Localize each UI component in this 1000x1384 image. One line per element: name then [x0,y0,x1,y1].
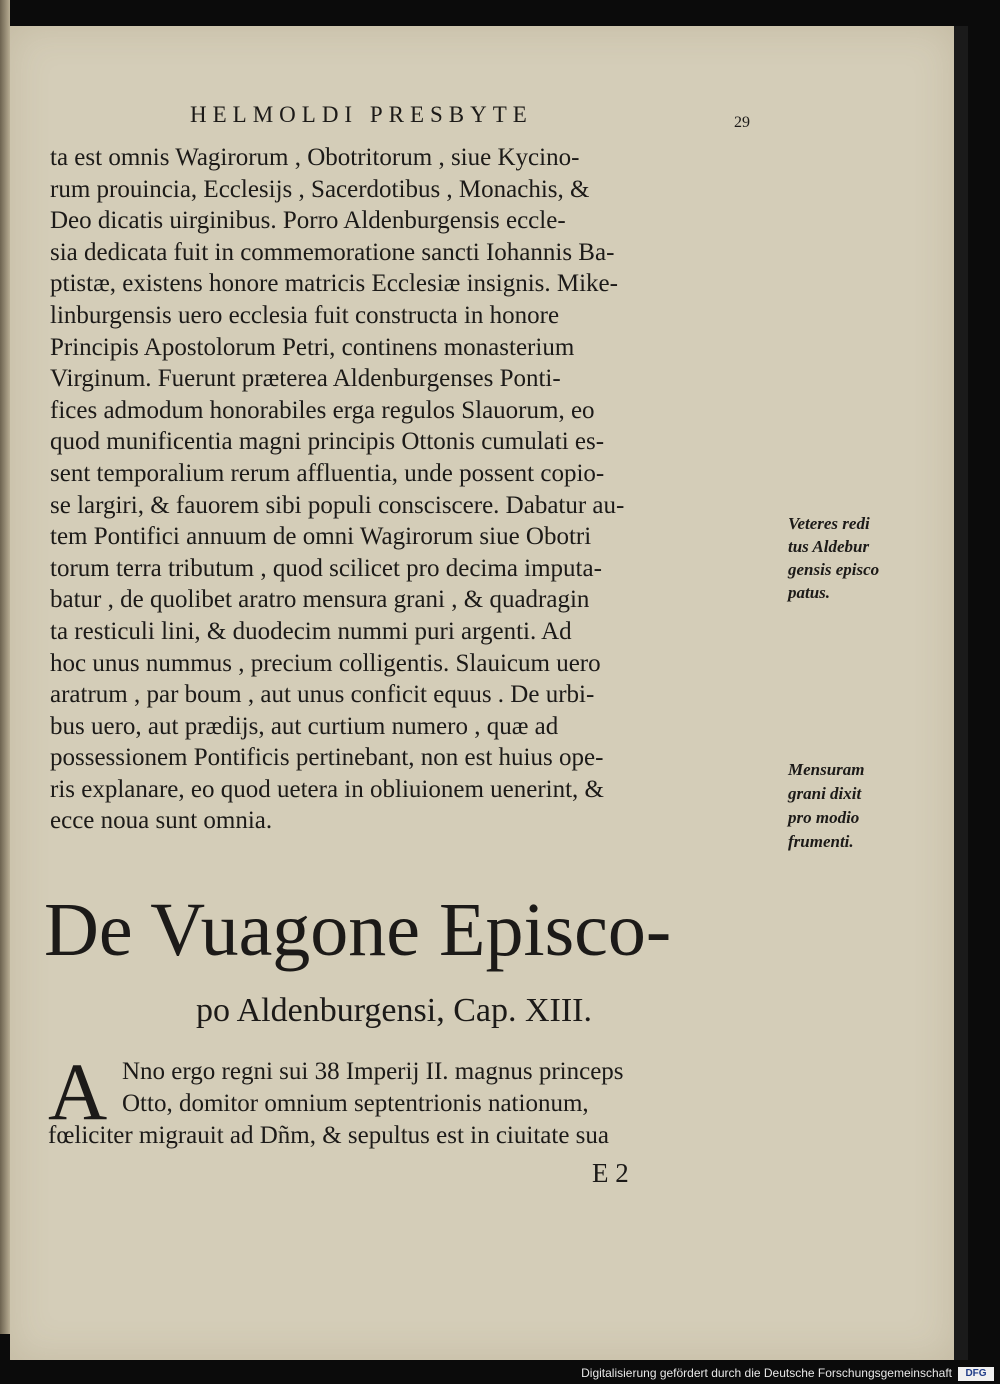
text-line: se largiri, & fauorem sibi populi consciscere. Dabatur au- [50,491,625,519]
margin-note-line: patus. [788,583,831,602]
text-line: Virginum. Fuerunt præterea Aldenburgenses Ponti- [50,365,561,393]
text-line: hoc unus nummus , precium colligentis. Slauicum uero [50,649,601,677]
text-line: Nno ergo regni sui 38 Imperij II. magnus princeps [122,1058,624,1085]
text-line: ta resticuli lini, & duodecim nummi puri argenti. Ad [50,617,572,645]
dfg-logo: DFG [958,1367,994,1381]
scan-border [954,26,968,1360]
text-line: linburgensis uero ecclesia fuit constructa in honore [50,301,560,329]
chapter-subtitle: po Aldenburgensi, Cap. XIII. [196,992,592,1029]
text-line: Deo dicatis uirginibus. Porro Aldenburgensis eccle- [50,207,566,235]
text-line: ecce noua sunt omnia. [50,807,273,835]
text-line: ptistæ, existens honore matricis Ecclesiæ insignis. Mike- [50,270,618,298]
text-line: ris explanare, eo quod uetera in obliuionem uenerint, & [50,775,604,803]
margin-note-line: tus Aldebur [788,537,870,556]
margin-note-line: gensis episco [788,560,880,579]
text-line: sia dedicata fuit in commemoratione sancti Iohannis Ba- [50,238,615,266]
chapter-title: De Vuagone Episco- [44,888,672,972]
text-line: ta est omnis Wagirorum , Obotritorum , siue Kycino- [50,144,580,171]
drop-cap-letter: A [48,1046,108,1137]
funding-notice: Digitalisierung gefördert durch die Deutsche Forschungsgemeinschaft [581,1366,952,1380]
margin-note-line: frumenti. [788,832,854,851]
text-line: possessionem Pontificis pertinebant, non est huius ope- [50,744,604,772]
text-line: aratrum , par boum , aut unus conficit equus . De urbi- [50,681,595,709]
text-line: Principis Apostolorum Petri, continens monasterium [50,333,575,361]
text-line: batur , de quolibet aratro mensura grani , & quadragin [50,586,590,614]
text-line: fœliciter migrauit ad Dñm, & sepultus est in ciuitate sua [48,1122,609,1149]
text-line: quod munificentia magni principis Ottonis cumulati es- [50,428,605,456]
text-line: rum prouincia, Ecclesijs , Sacerdotibus , Monachis, & [50,175,590,203]
signature-mark: E 2 [592,1158,629,1188]
book-page [10,26,954,1360]
text-line: tem Pontifici annuum de omni Wagirorum siue Obotri [50,523,592,551]
margin-note-line: Veteres redi [788,514,870,533]
margin-note-line: pro modio [788,808,860,827]
body-paragraph [50,142,880,851]
margin-note-line: Mensuram [788,760,865,779]
text-line: fices admodum honorabiles erga regulos Slauorum, eo [50,396,595,424]
folio-number: 29 [734,114,750,131]
book-spine-edge [0,0,10,1334]
running-head: HELMOLDI PRESBYTE [190,102,533,127]
text-line: sent temporalium rerum affluentia, unde possent copio- [50,459,605,487]
margin-note-line: grani dixit [788,784,862,803]
text-line: bus uero, aut prædijs, aut curtium numero , quæ ad [50,712,559,740]
text-line: torum terra tributum , quod scilicet pro decima imputa- [50,554,602,582]
text-line: Otto, domitor omnium septentrionis nationum, [122,1090,589,1117]
